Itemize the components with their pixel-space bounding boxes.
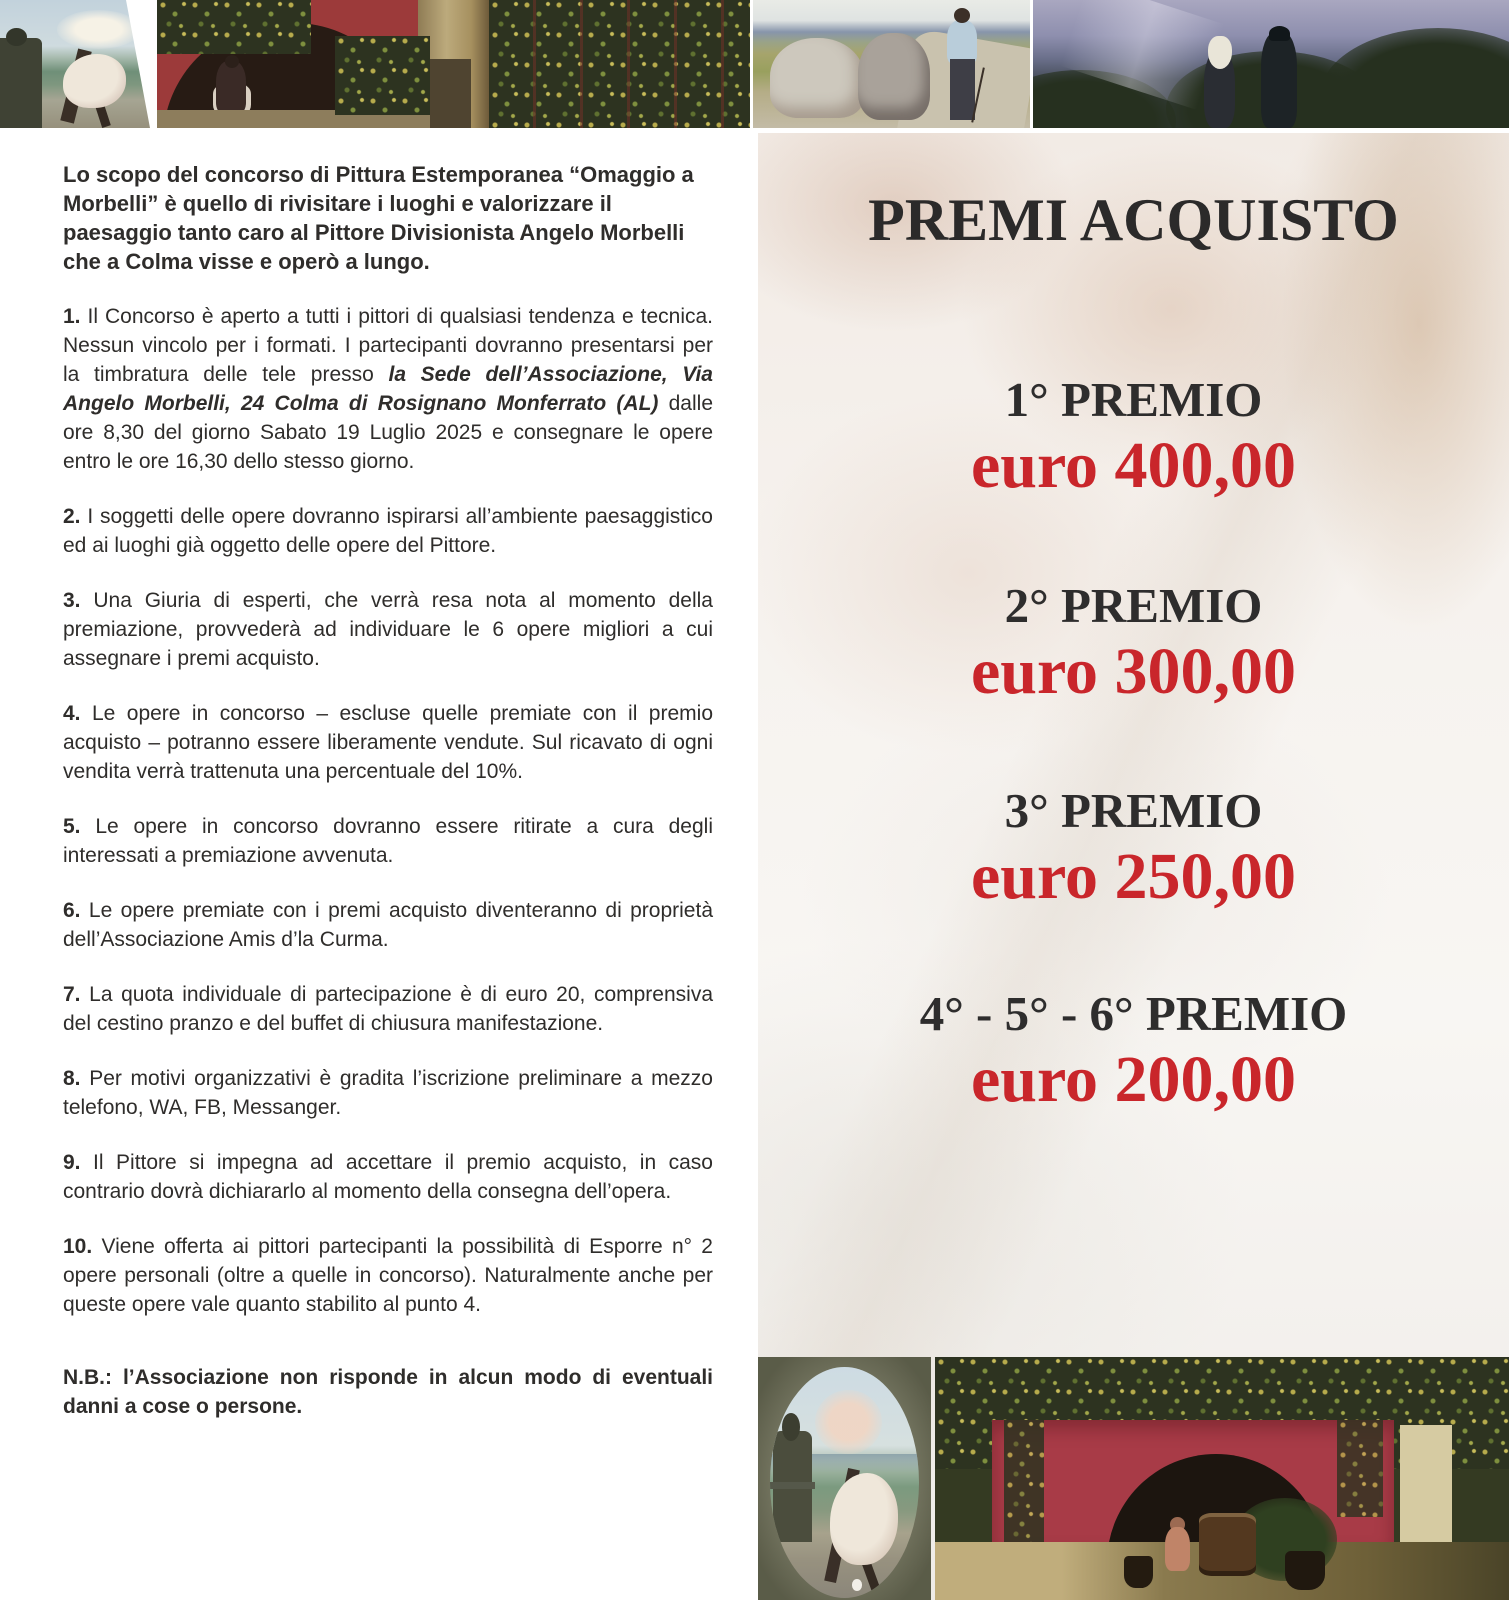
rule-paragraph-1 bbox=[63, 302, 713, 476]
rule-paragraph-8 bbox=[63, 1064, 713, 1122]
rule-number: 5. bbox=[63, 815, 81, 838]
prize-label: 1° PREMIO bbox=[1004, 372, 1263, 427]
rule-number: 6. bbox=[63, 899, 81, 922]
vine-trunks-shape bbox=[489, 0, 750, 128]
rule-text: Il Concorso è aperto a tutti i pittori di qualsiasi tendenza e tecnica. Nessun vincolo per i formati. I partecipanti dovranno presentarsi per la timbratura delle tele presso bbox=[63, 305, 713, 386]
prize-amount: euro 250,00 bbox=[970, 840, 1297, 913]
prize-block-2 bbox=[758, 577, 1509, 709]
prize-label: 4° - 5° - 6° PREMIO bbox=[919, 986, 1348, 1041]
prize-block-4 bbox=[758, 985, 1509, 1117]
rule-number: 3. bbox=[63, 589, 81, 612]
herdsman-shirt-shape bbox=[947, 20, 977, 64]
railing-shape bbox=[770, 1482, 815, 1489]
intro-paragraph: Lo scopo del concorso di Pittura Estemporanea “Omaggio a Morbelli” è quello di rivisitare i luoghi e valorizzare il paesaggio tanto caro al Pittore Divisionista Angelo Morbelli che a Colma visse e operò a lungo. bbox=[63, 162, 694, 274]
rule-number: 1. bbox=[63, 305, 81, 328]
pedestal-shape bbox=[0, 38, 42, 128]
painting-dusk-couple bbox=[1033, 0, 1509, 128]
rule-text: Il Pittore si impegna ad accettare il premio acquisto, in caso contrario dovrà dichiararlo al momento della consegna dell’opera. bbox=[63, 1151, 713, 1203]
flower-pot-shape bbox=[1124, 1556, 1153, 1588]
rule-number: 2. bbox=[63, 505, 81, 528]
rule-text: Una Giuria di esperti, che verrà resa nota al momento della premiazione, provvederà ad individuare le 6 opere migliori a cui assegnare i premi acquisto. bbox=[63, 589, 713, 670]
rule-text: Viene offerta ai pittori partecipanti la possibilità di Esporre n° 2 opere personali (oltre a quelle in concorso). Naturalmente anche per queste opere vale quanto stabilito al punto 4. bbox=[63, 1235, 713, 1316]
rule-text: I soggetti delle opere dovranno ispirarsi all’ambiente paesaggistico ed ai luoghi già oggetto delle opere del Pittore. bbox=[63, 505, 713, 557]
rule-paragraph-4 bbox=[63, 699, 713, 786]
painting-terrace-deckchair bbox=[0, 0, 150, 128]
white-headscarf-shape bbox=[1208, 36, 1232, 69]
prize-label: 2° PREMIO bbox=[1004, 578, 1263, 633]
rule-text: Le opere in concorso dovranno essere ritirate a cura degli interessati a premiazione avvenuta. bbox=[63, 815, 713, 867]
prizes-title: PREMI ACQUISTO bbox=[868, 187, 1399, 253]
rule-paragraph-7 bbox=[63, 980, 713, 1038]
cow-shape bbox=[858, 33, 930, 120]
seated-woman-head-shape bbox=[225, 55, 239, 68]
prize-amount: euro 400,00 bbox=[970, 429, 1297, 502]
prize-amount: euro 200,00 bbox=[970, 1043, 1297, 1116]
prize-amount: euro 300,00 bbox=[970, 635, 1297, 708]
rule-text: Le opere in concorso – escluse quelle premiate con il premio acquisto – potranno essere liberamente vendute. Sul ricavato di ogni vendita verrà trattenuta una percentuale del 10%. bbox=[63, 702, 713, 783]
rule-text: dalle ore 8,30 del giorno Sabato 19 Luglio 2025 e consegnare le opere entro le ore 16,30 dello stesso giorno. bbox=[63, 392, 713, 473]
prize-label: 3° PREMIO bbox=[1004, 783, 1263, 838]
bush-shape bbox=[1319, 28, 1509, 128]
painting-oval-terrace bbox=[758, 1357, 931, 1600]
cloud-shape bbox=[57, 10, 140, 48]
urn-shape bbox=[6, 28, 27, 46]
rule-number: 8. bbox=[63, 1067, 81, 1090]
oval-vignette bbox=[770, 1367, 919, 1598]
paintings-top-strip bbox=[0, 0, 1509, 128]
man-figure-shape bbox=[1261, 33, 1297, 128]
prize-block-1 bbox=[758, 371, 1509, 503]
barrel-shape bbox=[1199, 1513, 1256, 1576]
rule-paragraph-6 bbox=[63, 896, 713, 954]
white-bird-shape bbox=[852, 1579, 862, 1591]
pink-cloud-shape bbox=[815, 1390, 882, 1455]
rule-text: La quota individuale di partecipazione è di euro 20, comprensiva del cestino pranzo e del buffet di chiusura manifestazione. bbox=[63, 983, 714, 1035]
vine-foliage-shape bbox=[1337, 1420, 1383, 1517]
herdsman-legs-shape bbox=[950, 59, 975, 120]
rules-column bbox=[63, 160, 713, 1421]
flower-pot-shape bbox=[1285, 1551, 1325, 1590]
painting-red-arch-courtyard bbox=[157, 0, 750, 128]
rule-number: 10. bbox=[63, 1235, 93, 1258]
child-figure-shape bbox=[1165, 1527, 1191, 1571]
rule-emphasis-text: la Sede dell’Associazione, Via Angelo Morbelli, 24 Colma di Rosignano Monferrato (AL) bbox=[63, 363, 713, 415]
vine-foliage-shape bbox=[157, 0, 311, 54]
rule-text: Per motivi organizzativi è gradita l’iscrizione preliminare a mezzo telefono, WA, FB, Messanger. bbox=[63, 1067, 713, 1119]
rule-number: 4. bbox=[63, 702, 81, 725]
door-shape bbox=[1400, 1425, 1452, 1542]
cow-shape bbox=[770, 38, 864, 117]
man-hat-shape bbox=[1269, 26, 1290, 41]
painting-courtyard-red-arch bbox=[935, 1357, 1509, 1600]
rule-paragraph-5 bbox=[63, 812, 713, 870]
white-corner-wedge bbox=[126, 0, 150, 128]
white-cloth-shape bbox=[63, 54, 126, 108]
vine-foliage-shape bbox=[335, 36, 430, 115]
prizes-panel bbox=[758, 133, 1509, 1600]
painting-herdsman-with-cows bbox=[753, 0, 1030, 128]
prize-block-3 bbox=[758, 782, 1509, 914]
urn-shape bbox=[782, 1413, 800, 1441]
rule-paragraph-2 bbox=[63, 502, 713, 560]
seated-woman-shape bbox=[216, 61, 246, 112]
rule-text: Le opere premiate con i premi acquisto diventeranno di proprietà dell’Associazione Amis d’la Curma. bbox=[63, 899, 714, 951]
rule-number: 7. bbox=[63, 983, 81, 1006]
nb-disclaimer: N.B.: l’Associazione non risponde in alcun modo di eventuali danni a cose o persone. bbox=[63, 1366, 713, 1418]
rule-paragraph-3 bbox=[63, 586, 713, 673]
rule-paragraph-10 bbox=[63, 1232, 713, 1319]
vine-foliage-shape bbox=[1004, 1420, 1044, 1546]
white-cloth-shape bbox=[830, 1473, 898, 1565]
rule-number: 9. bbox=[63, 1151, 81, 1174]
rule-paragraph-9 bbox=[63, 1148, 713, 1206]
